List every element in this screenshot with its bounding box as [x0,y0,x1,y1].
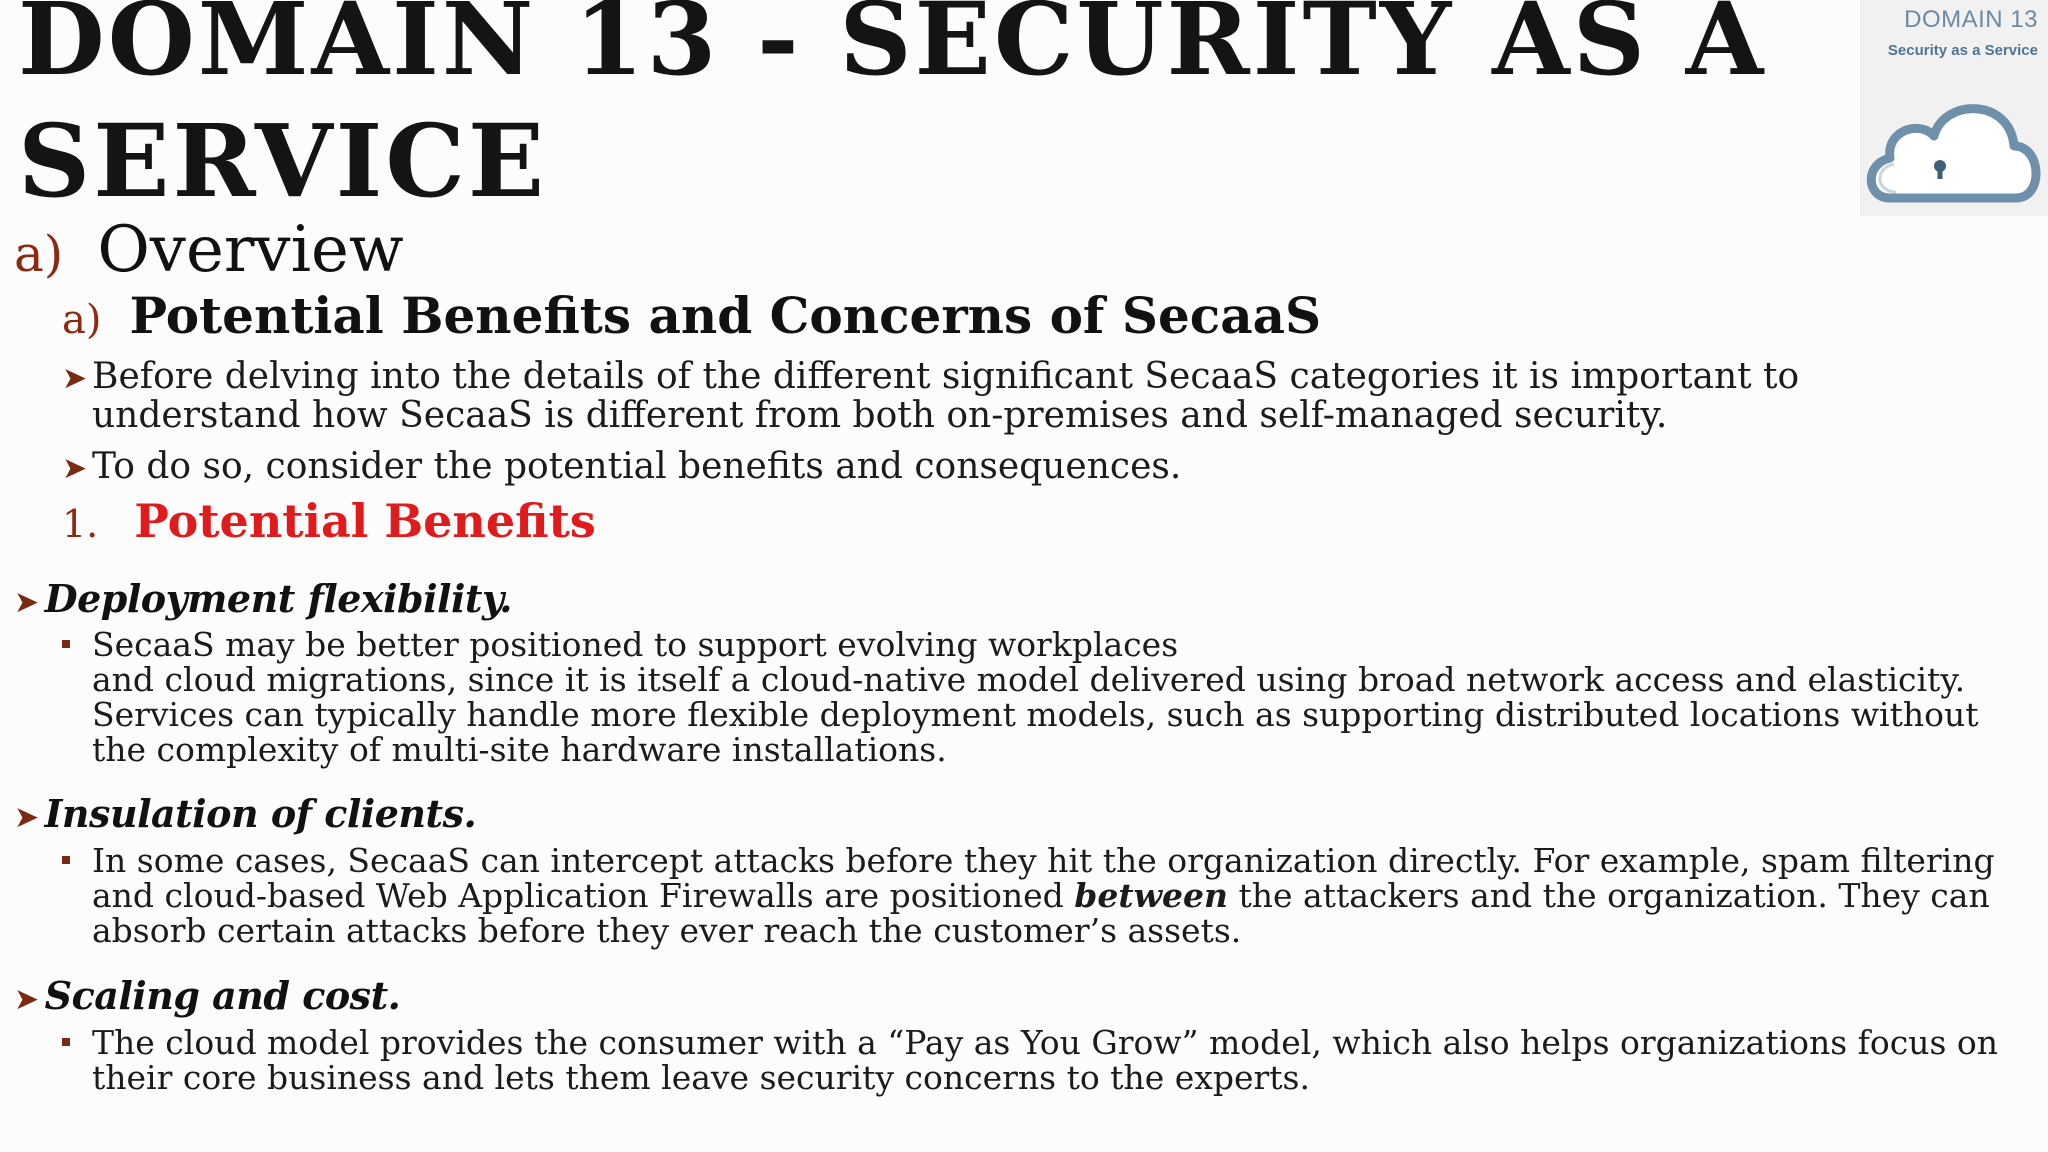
heading-label: Potential Benefits and Concerns of SecaaS [129,286,1322,345]
logo-subtitle: Security as a Service [1887,42,2038,59]
intro-bullet [62,356,1800,436]
description-line: absorb certain attacks before they ever reach the customer’s assets. [92,911,1242,950]
heading-number: 1. [62,502,99,546]
square-bullet-icon [62,640,70,648]
cloud-lock-icon [1860,88,2048,216]
arrow-bullet-icon: ➤ [62,361,88,396]
description-line: and cloud migrations, since it is itself a cloud-native model delivered using broad network access and elasticity. [92,660,1966,699]
description-text: and cloud-based Web Application Firewalls are positioned [92,876,1064,915]
subsection-heading [62,286,1321,350]
description-line: the complexity of multi-site hardware installations. [92,730,947,769]
potential-benefits-heading [62,493,596,552]
logo-domain-label: DOMAIN 13 [1904,6,2038,33]
heading-number: a) [14,225,64,283]
heading-label: Potential Benefits [134,494,596,548]
bullet-text-line: understand how SecaaS is different from both on-premises and self-managed security. [92,395,1668,436]
section-heading-overview [14,212,404,292]
description-line: The cloud model provides the consumer with a “Pay as You Grow” model, which also helps organizations focus on [92,1023,1999,1062]
description-line: SecaaS may be better positioned to support evolving workplaces [92,625,1179,664]
bullet-text-line: Before delving into the details of the different significant SecaaS categories it is important to [92,356,1800,397]
benefit-title [14,576,512,626]
description-line [92,878,1995,913]
arrow-bullet-icon: ➤ [14,585,39,620]
description-line: Services can typically handle more flexible deployment models, such as supporting distributed locations without [92,695,1979,734]
benefit-title-text: Insulation of clients. [44,791,477,836]
intro-bullet [62,446,1182,489]
benefit-title-text: Scaling and cost. [44,973,401,1018]
emphasis-text: between [1074,876,1228,915]
description-line: In some cases, SecaaS can intercept attacks before they hit the organization directly. For example, spam filtering [92,841,1995,880]
benefit-title [14,791,476,841]
description-line: their core business and lets them leave security concerns to the experts. [92,1058,1310,1097]
description-text: the attackers and the organization. They can [1238,876,1990,915]
page-title [18,0,1766,222]
title-line-2: SERVICE [18,102,548,220]
arrow-bullet-icon: ➤ [62,451,88,486]
square-bullet-icon [62,856,70,864]
benefit-title [14,973,400,1023]
bullet-text-line: To do so, consider the potential benefits and consequences. [92,446,1182,487]
square-bullet-icon [62,1038,70,1046]
domain-logo [1860,0,2048,216]
title-line-1: DOMAIN 13 - SECURITY AS A [18,0,1767,98]
heading-label: Overview [97,213,404,287]
arrow-bullet-icon: ➤ [14,800,39,835]
heading-number: a) [62,297,102,343]
benefit-title-text: Deployment flexibility. [44,576,512,621]
arrow-bullet-icon: ➤ [14,982,39,1017]
